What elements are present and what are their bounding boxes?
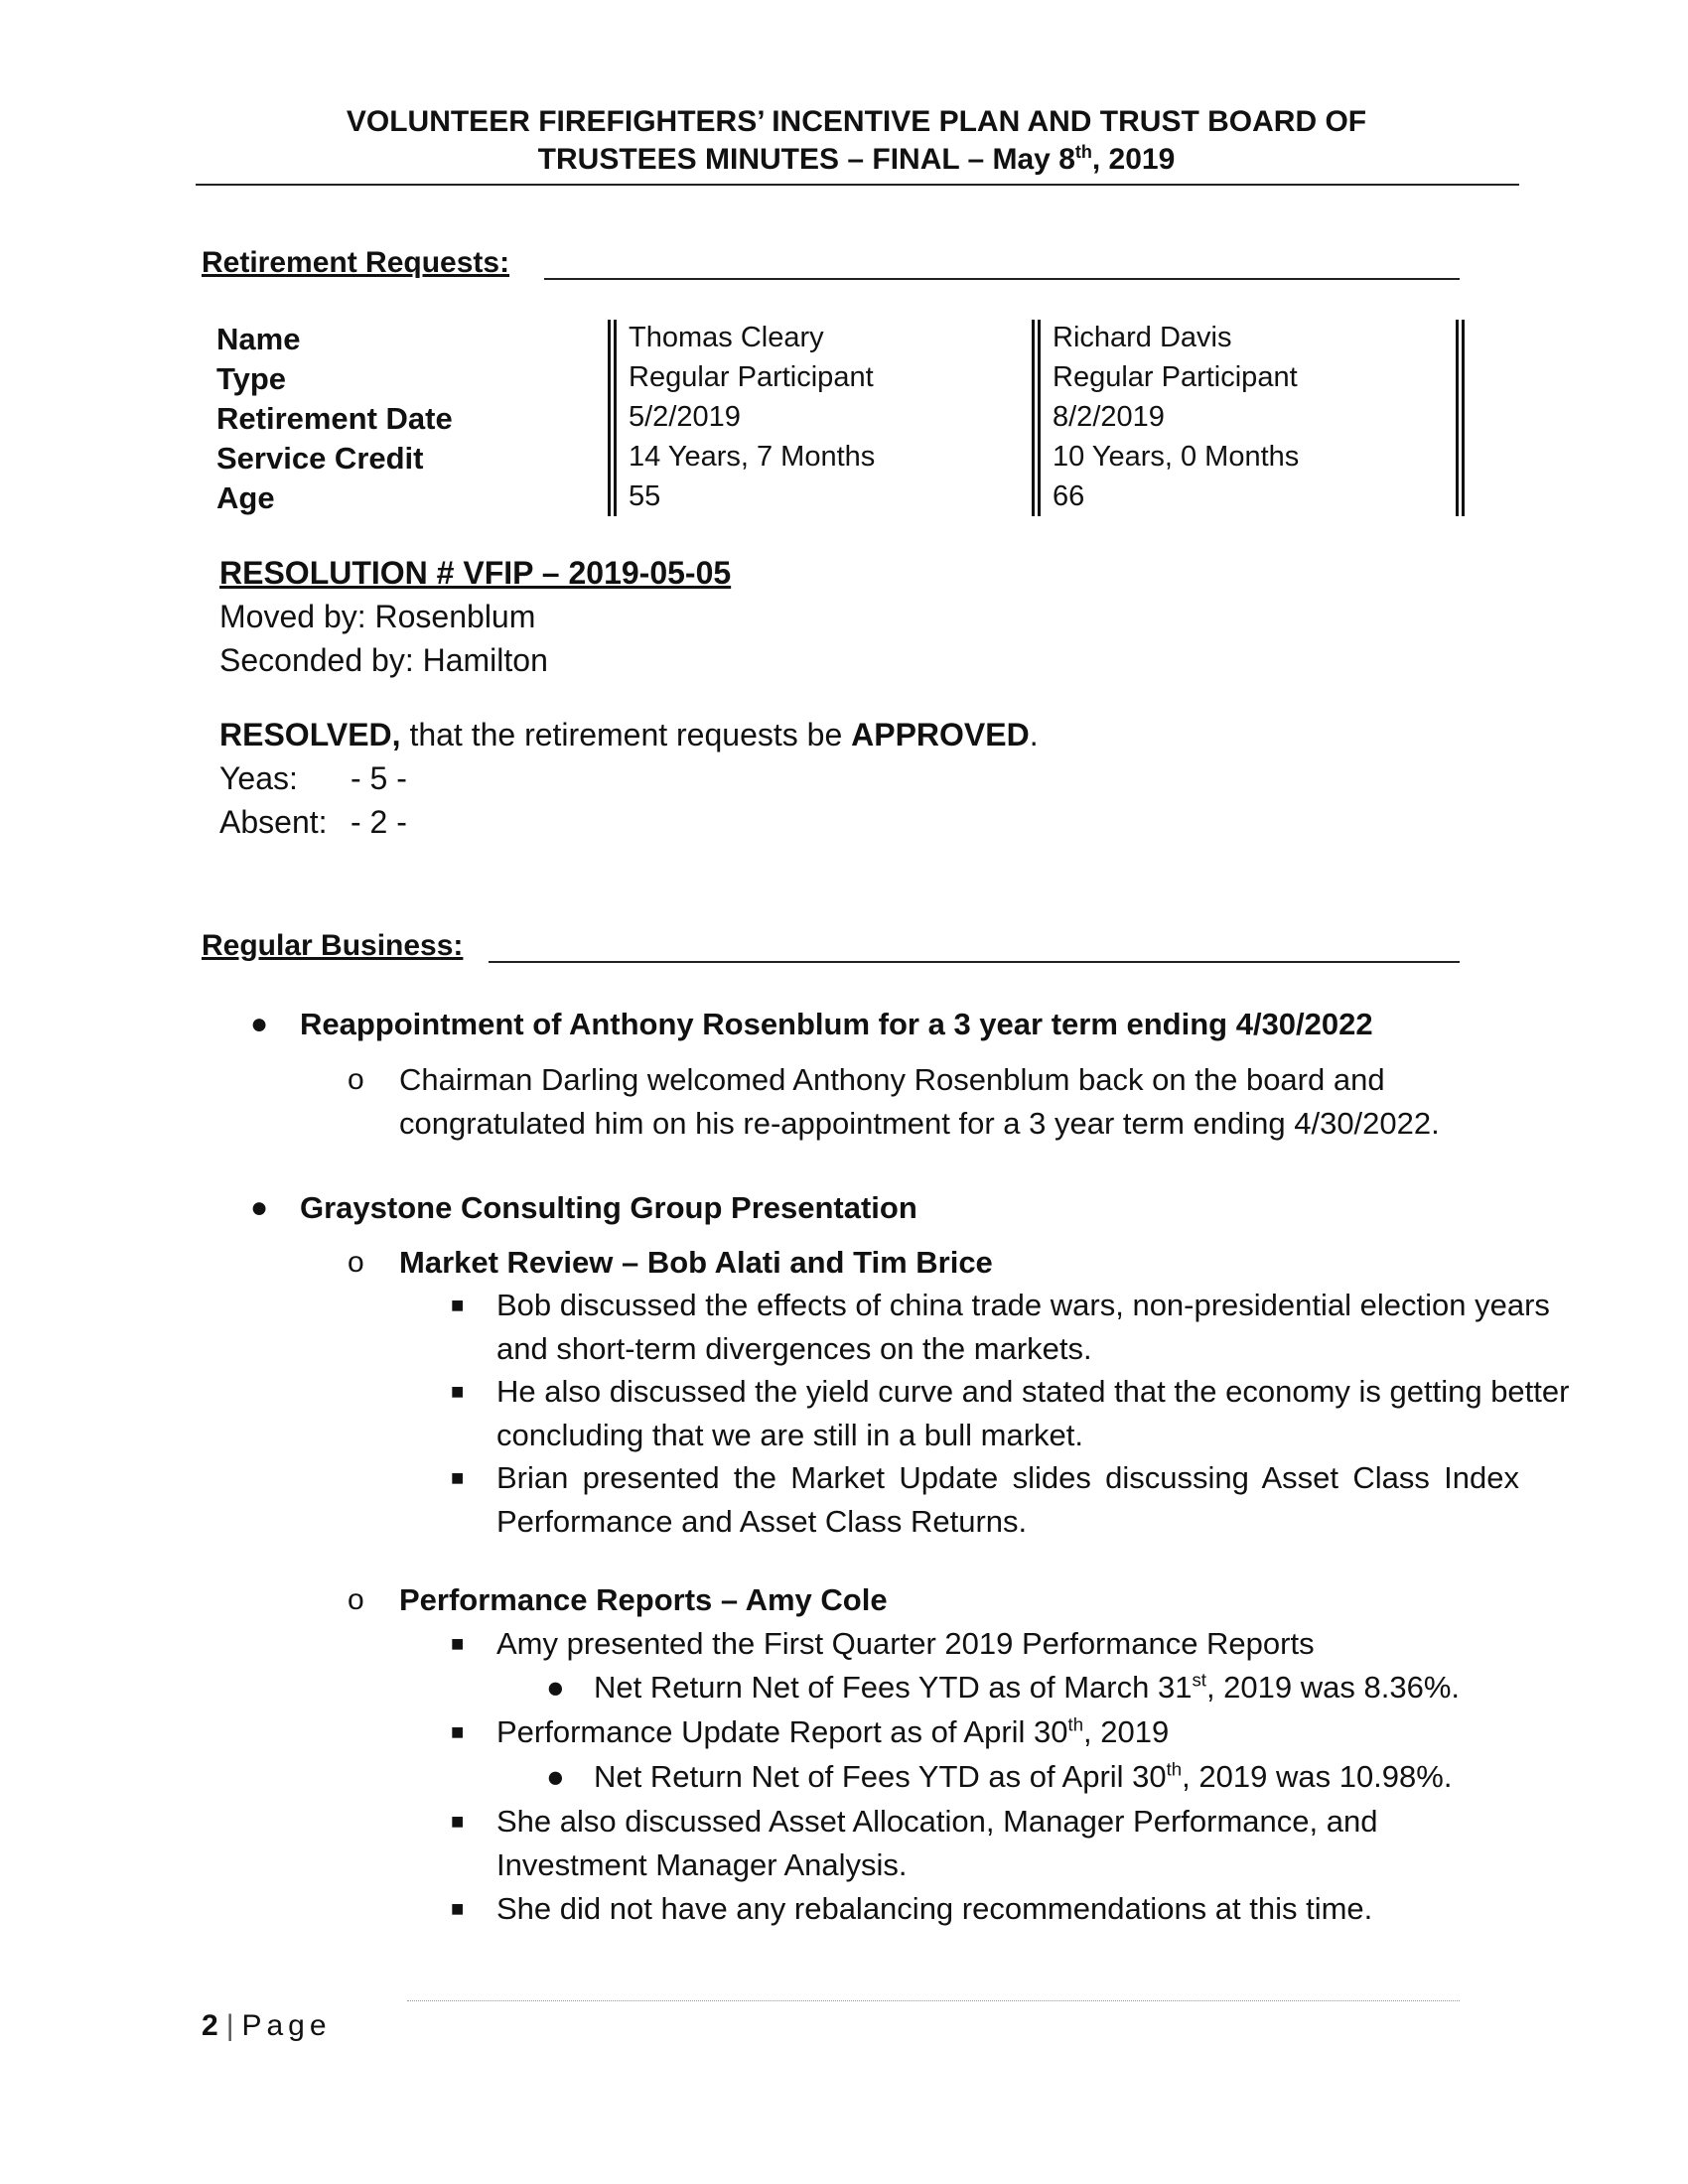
retirement-requests-heading: Retirement Requests: xyxy=(202,246,510,279)
participant-name: Thomas Cleary xyxy=(629,322,824,353)
resolved-block xyxy=(219,713,1039,844)
resolved-statement: RESOLVED, that the retirement requests be APPROVED. xyxy=(219,717,1039,752)
label-name: Name xyxy=(216,322,301,356)
resolution-title: RESOLUTION # VFIP – 2019-05-05 xyxy=(219,555,732,591)
square-bullet-icon: ■ xyxy=(451,1809,465,1834)
participant-age: 55 xyxy=(629,480,661,512)
circle-bullet-icon: o xyxy=(348,1063,364,1096)
label-type: Type xyxy=(216,361,287,396)
label-age: Age xyxy=(216,480,275,515)
page-label: Page xyxy=(241,2009,332,2042)
document-page: VOLUNTEER FIREFIGHTERS’ INCENTIVE PLAN AND TRUST BOARD OF TRUSTEES MINUTES – FINAL – May 8th, 2019 Retirement Requests: Name Type Retirement Date Service Credit Age Thomas Cleary Regular Participant 5/2/2019 14 Years, 7 Months 55 Richard Davis Regular Participant 8/2/2019 10 Years, 0 Months 66 RESOLUTION # VFIP – 2019-05-05 Moved by: Rosenblum Seconded by: Hamilton RESOLVED, that the retirement requests be APPROVED. Yeas: - 5 - Absent: - 2 - Regular Business: ● Reappointment of Anthony Rosenblum for a 3 year term ending 4/30/2022 o Chairman Darling welcomed Anthony Rosenblum back on the board and congratulated him on his re-appointment for a 3 year term ending 4/30/2022. ● Graystone Consulting Group Presentation o Market Review – Bob Alati and Tim Brice ■ Bob discussed the effects of china trade wars, non-presidential election years and short-term divergences on the markets. ■ He also discussed the yield curve and stated that the economy is getting better concluding that we are still in a bull market. ■ Brian presented the Market Update slides discussing Asset Class Index Performance and Asset Class Returns. o Performance Reports – Amy Cole ■ Amy presented the First Quarter 2019 Performance Reports ● Net Return Net of Fees YTD as of March 31st, 2019 was 8.36%. ■ Performance Update Report as of April 30th, 2019 ● Net Return Net of Fees YTD as of April 30th, 2019 was 10.98%. ■ She also discussed Asset Allocation, Manager Performance, and Investment Manager Analysis. ■ She did not have any rebalancing recommendations at this time. 2 | Page xyxy=(0,0,1688,2184)
regular-business-heading-rule xyxy=(489,961,1460,963)
participant-retirement-date: 5/2/2019 xyxy=(629,401,741,433)
bullet-icon: ● xyxy=(546,1759,565,1794)
participant-type: Regular Participant xyxy=(629,361,874,393)
square-bullet-icon: ■ xyxy=(451,1896,465,1921)
circle-bullet-icon: o xyxy=(348,1583,364,1616)
square-bullet-icon: ■ xyxy=(451,1631,465,1656)
participant-service-credit: 10 Years, 0 Months xyxy=(1053,441,1300,473)
title-line-2: TRUSTEES MINUTES – FINAL – May 8th, 2019 xyxy=(537,142,1176,176)
participant-age: 66 xyxy=(1053,480,1085,512)
table-divider xyxy=(1032,320,1041,516)
footer-separator: | xyxy=(225,2009,234,2042)
table-divider xyxy=(608,320,617,516)
regular-business-heading: Regular Business: xyxy=(202,929,464,962)
participant-column-1 xyxy=(629,318,875,516)
bullet-icon: ● xyxy=(546,1670,565,1705)
moved-by: Moved by: Rosenblum xyxy=(219,599,536,634)
participant-retirement-date: 8/2/2019 xyxy=(1053,401,1165,433)
participant-service-credit: 14 Years, 7 Months xyxy=(629,441,876,473)
absent-count: Absent: - 2 - xyxy=(219,804,407,840)
square-bullet-icon: ■ xyxy=(451,1719,465,1744)
participant-name: Richard Davis xyxy=(1053,322,1232,353)
title-line-1: VOLUNTEER FIREFIGHTERS’ INCENTIVE PLAN AND TRUST BOARD OF xyxy=(346,105,1367,138)
seconded-by: Seconded by: Hamilton xyxy=(219,642,548,678)
square-bullet-icon: ■ xyxy=(451,1379,465,1404)
page-footer xyxy=(202,2009,332,2043)
label-retirement-date: Retirement Date xyxy=(216,401,453,436)
header-rule xyxy=(196,184,1519,186)
yeas-count: Yeas: - 5 - xyxy=(219,760,407,796)
resolution-block xyxy=(219,551,731,682)
square-bullet-icon: ■ xyxy=(451,1465,465,1490)
square-bullet-icon: ■ xyxy=(451,1293,465,1317)
retirement-heading-rule xyxy=(544,278,1460,280)
page-number: 2 xyxy=(202,2009,218,2042)
footer-divider xyxy=(407,2000,1460,2001)
label-service-credit: Service Credit xyxy=(216,441,424,476)
participant-type: Regular Participant xyxy=(1053,361,1298,393)
table-divider xyxy=(1456,320,1465,516)
participant-column-2 xyxy=(1053,318,1299,516)
bullet-icon: ● xyxy=(250,1191,269,1224)
circle-bullet-icon: o xyxy=(348,1246,364,1279)
bullet-icon: ● xyxy=(250,1008,269,1040)
document-title xyxy=(194,103,1519,179)
